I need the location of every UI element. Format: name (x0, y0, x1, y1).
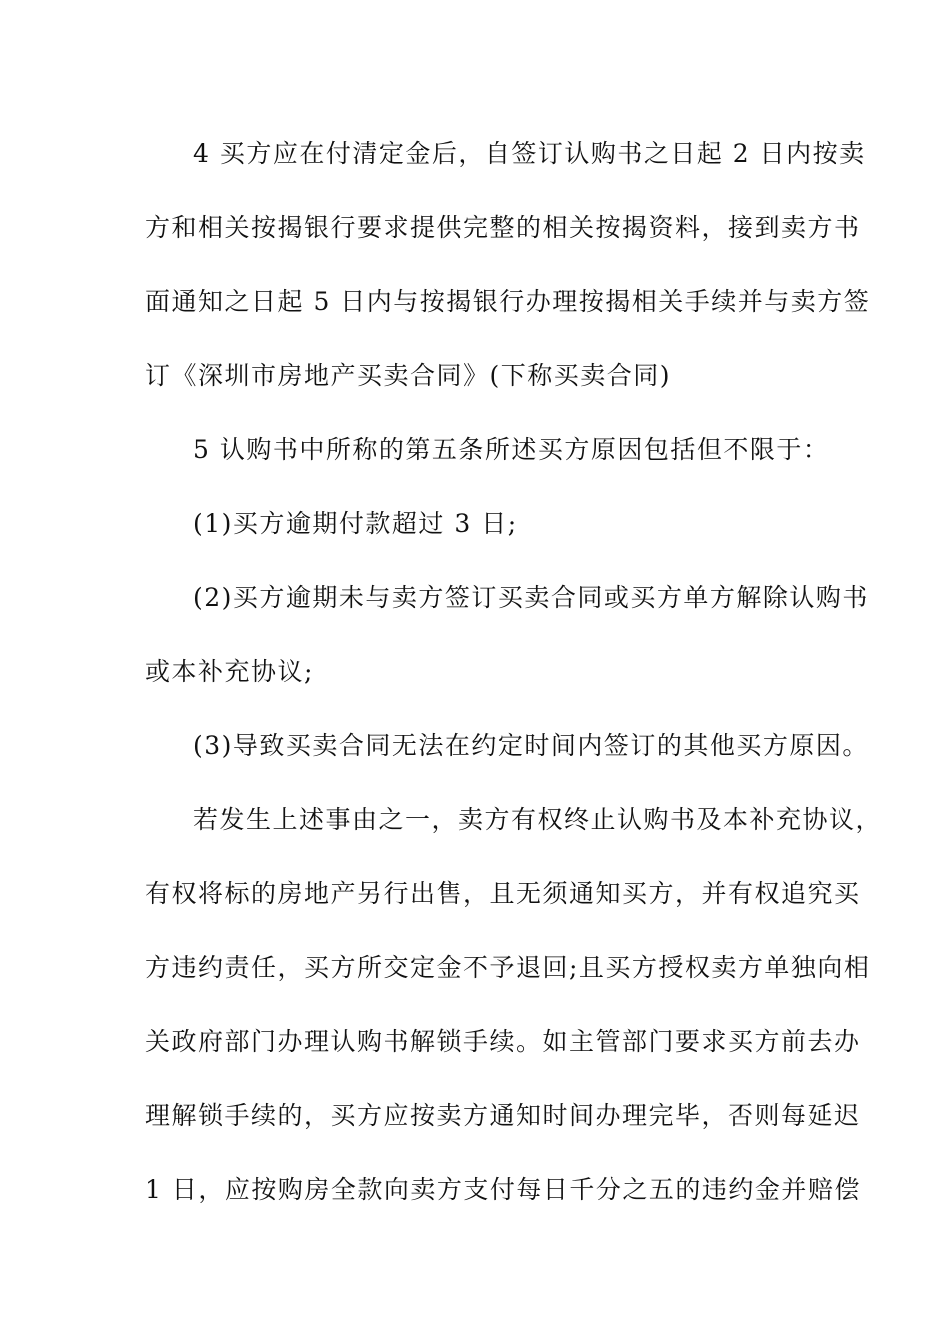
paragraph-4-line-2: 方和相关按揭银行要求提供完整的相关按揭资料，接到卖方书 (145, 213, 861, 242)
clause-3-line: (3)导致买卖合同无法在约定时间内签订的其他买方原因。 (193, 731, 869, 760)
paragraph-4-line-3: 面通知之日起 5 日内与按揭银行办理按揭相关手续并与卖方签 (145, 287, 871, 316)
paragraph-4-line-1: 4 买方应在付清定金后，自签订认购书之日起 2 日内按卖 (193, 139, 866, 168)
consequence-paragraph-line-4: 关政府部门办理认购书解锁手续。如主管部门要求买方前去办 (145, 1027, 861, 1056)
consequence-paragraph-line-6: 1 日，应按购房全款向卖方支付每日千分之五的违约金并赔偿 (145, 1175, 861, 1204)
paragraph-5-line-1: 5 认购书中所称的第五条所述买方原因包括但不限于： (193, 435, 830, 464)
consequence-paragraph-line-2: 有权将标的房地产另行出售，且无须通知买方，并有权追究买 (145, 879, 861, 908)
consequence-paragraph-line-5: 理解锁手续的，买方应按卖方通知时间办理完毕，否则每延迟 (145, 1101, 861, 1130)
clause-2-line-1: (2)买方逾期未与卖方签订买卖合同或买方单方解除认购书 (193, 583, 869, 612)
clause-2-line-2: 或本补充协议; (145, 657, 314, 686)
consequence-paragraph-line-1: 若发生上述事由之一，卖方有权终止认购书及本补充协议， (193, 805, 883, 834)
clause-1-line: (1)买方逾期付款超过 3 日; (193, 509, 518, 538)
consequence-paragraph-line-3: 方违约责任，买方所交定金不予退回;且买方授权卖方单独向相 (145, 953, 871, 982)
paragraph-4-line-4: 订《深圳市房地产买卖合同》(下称买卖合同) (145, 361, 672, 390)
